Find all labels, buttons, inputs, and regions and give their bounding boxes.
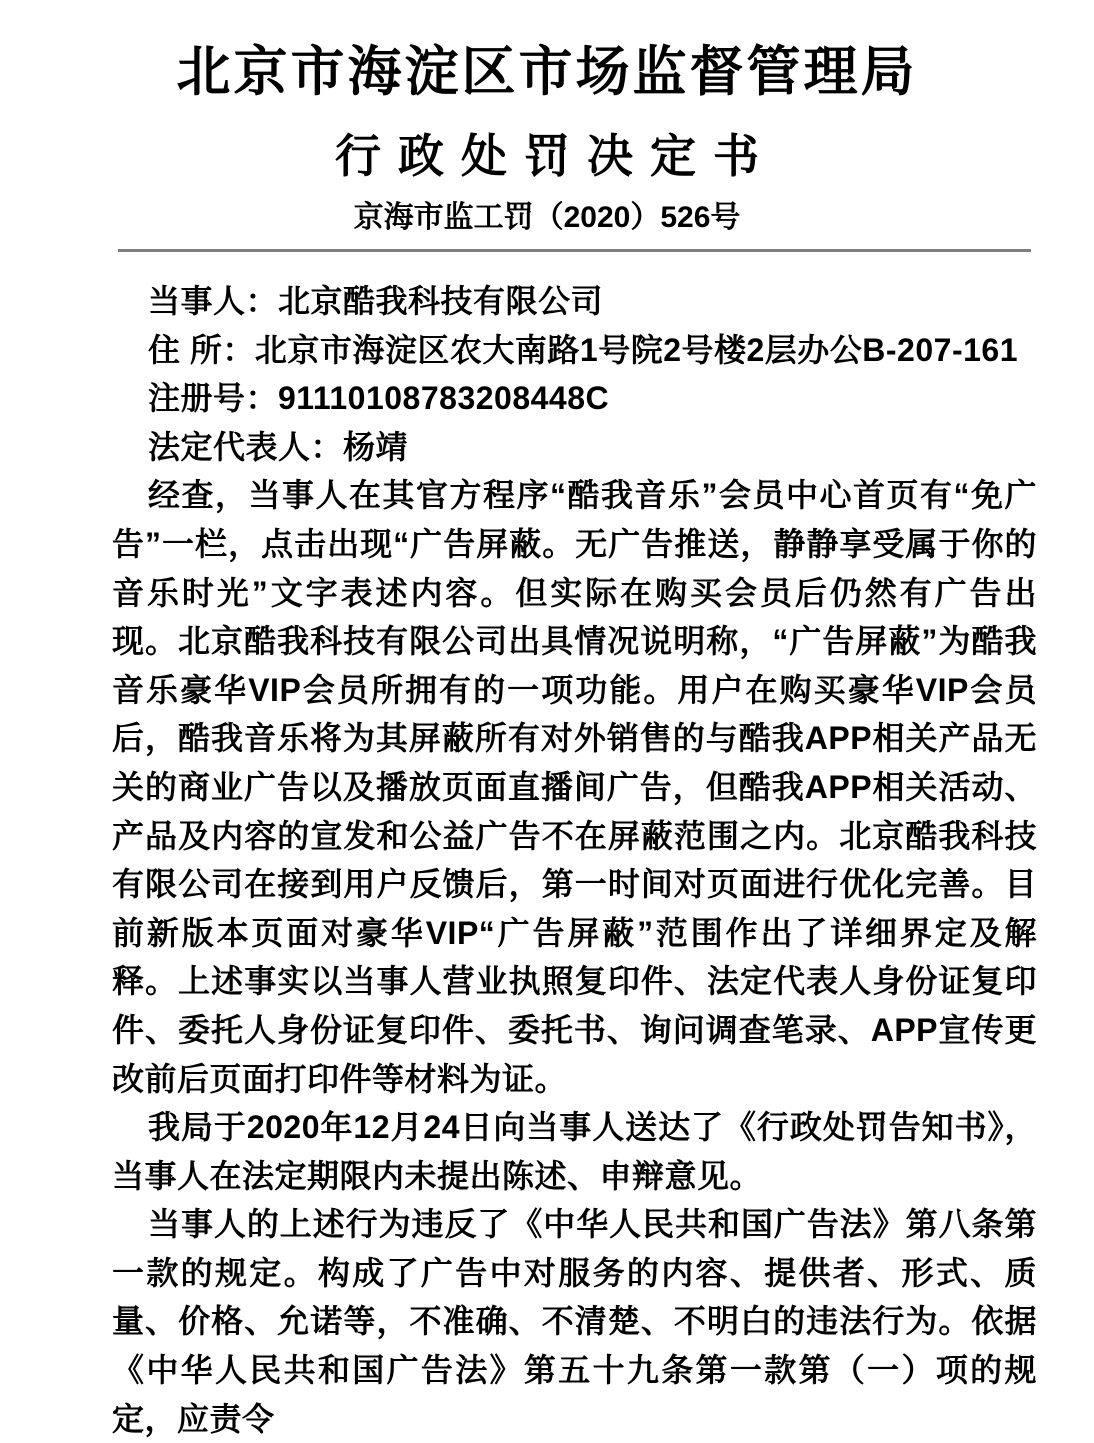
header-divider xyxy=(118,249,1031,252)
legal-basis-paragraph: 当事人的上述行为违反了《中华人民共和国广告法》第八条第一款的规定。构成了广告中对服务的内容、提供者、形式、质量、价格、允诺等，不准确、不清楚、不明白的违法行为。依据《中华人民共和国广告法》第五十九条第一款第（一）项的规定，应责令 xyxy=(112,1206,1037,1437)
document-body xyxy=(112,277,1037,1443)
findings-paragraph: 经查，当事人在其官方程序“酷我音乐”会员中心首页有“免广告”一栏，点击出现“广告屏蔽。无广告推送，静静享受属于你的音乐时光”文字表述内容。但实际在购买会员后仍然有广告出现。北京酷我科技有限公司出具情况说明称，“广告屏蔽”为酷我音乐豪华VIP会员所拥有的一项功能。用户在购买豪华VIP会员后，酷我音乐将为其屏蔽所有对外销售的与酷我APP相关产品无关的商业广告以及播放页面直播间广告，但酷我APP相关活动、产品及内容的宣发和公益广告不在屏蔽范围之内。北京酷我科技有限公司在接到用户反馈后，第一时间对页面进行优化完善。目前新版本页面对豪华VIP“广告屏蔽”范围作出了详细界定及解释。上述事实以当事人营业执照复印件、法定代表人身份证复印件、委托人身份证复印件、委托书、询问调查笔录、APP宣传更改前后页面打印件等材料为证。 xyxy=(112,477,1037,1097)
notification-paragraph: 我局于2020年12月24日向当事人送达了《行政处罚告知书》，当事人在法定期限内未提出陈述、申辩意见。 xyxy=(112,1109,1037,1194)
address-line: 住 所：北京市海淀区农大南路1号院2号楼2层办公B-207-161 xyxy=(148,331,1018,368)
party-name-line: 当事人：北京酷我科技有限公司 xyxy=(148,283,604,319)
document-number: 京海市监工罚（2020）526号 xyxy=(353,201,741,234)
legal-representative-line: 法定代表人：杨靖 xyxy=(148,428,409,465)
registration-number-line: 注册号：91110108783208448C xyxy=(148,380,610,417)
document-header xyxy=(0,0,1094,236)
document-title: 行政处罚决定书 xyxy=(335,130,776,182)
authority-name: 北京市海淀区市场监督管理局 xyxy=(176,42,918,102)
